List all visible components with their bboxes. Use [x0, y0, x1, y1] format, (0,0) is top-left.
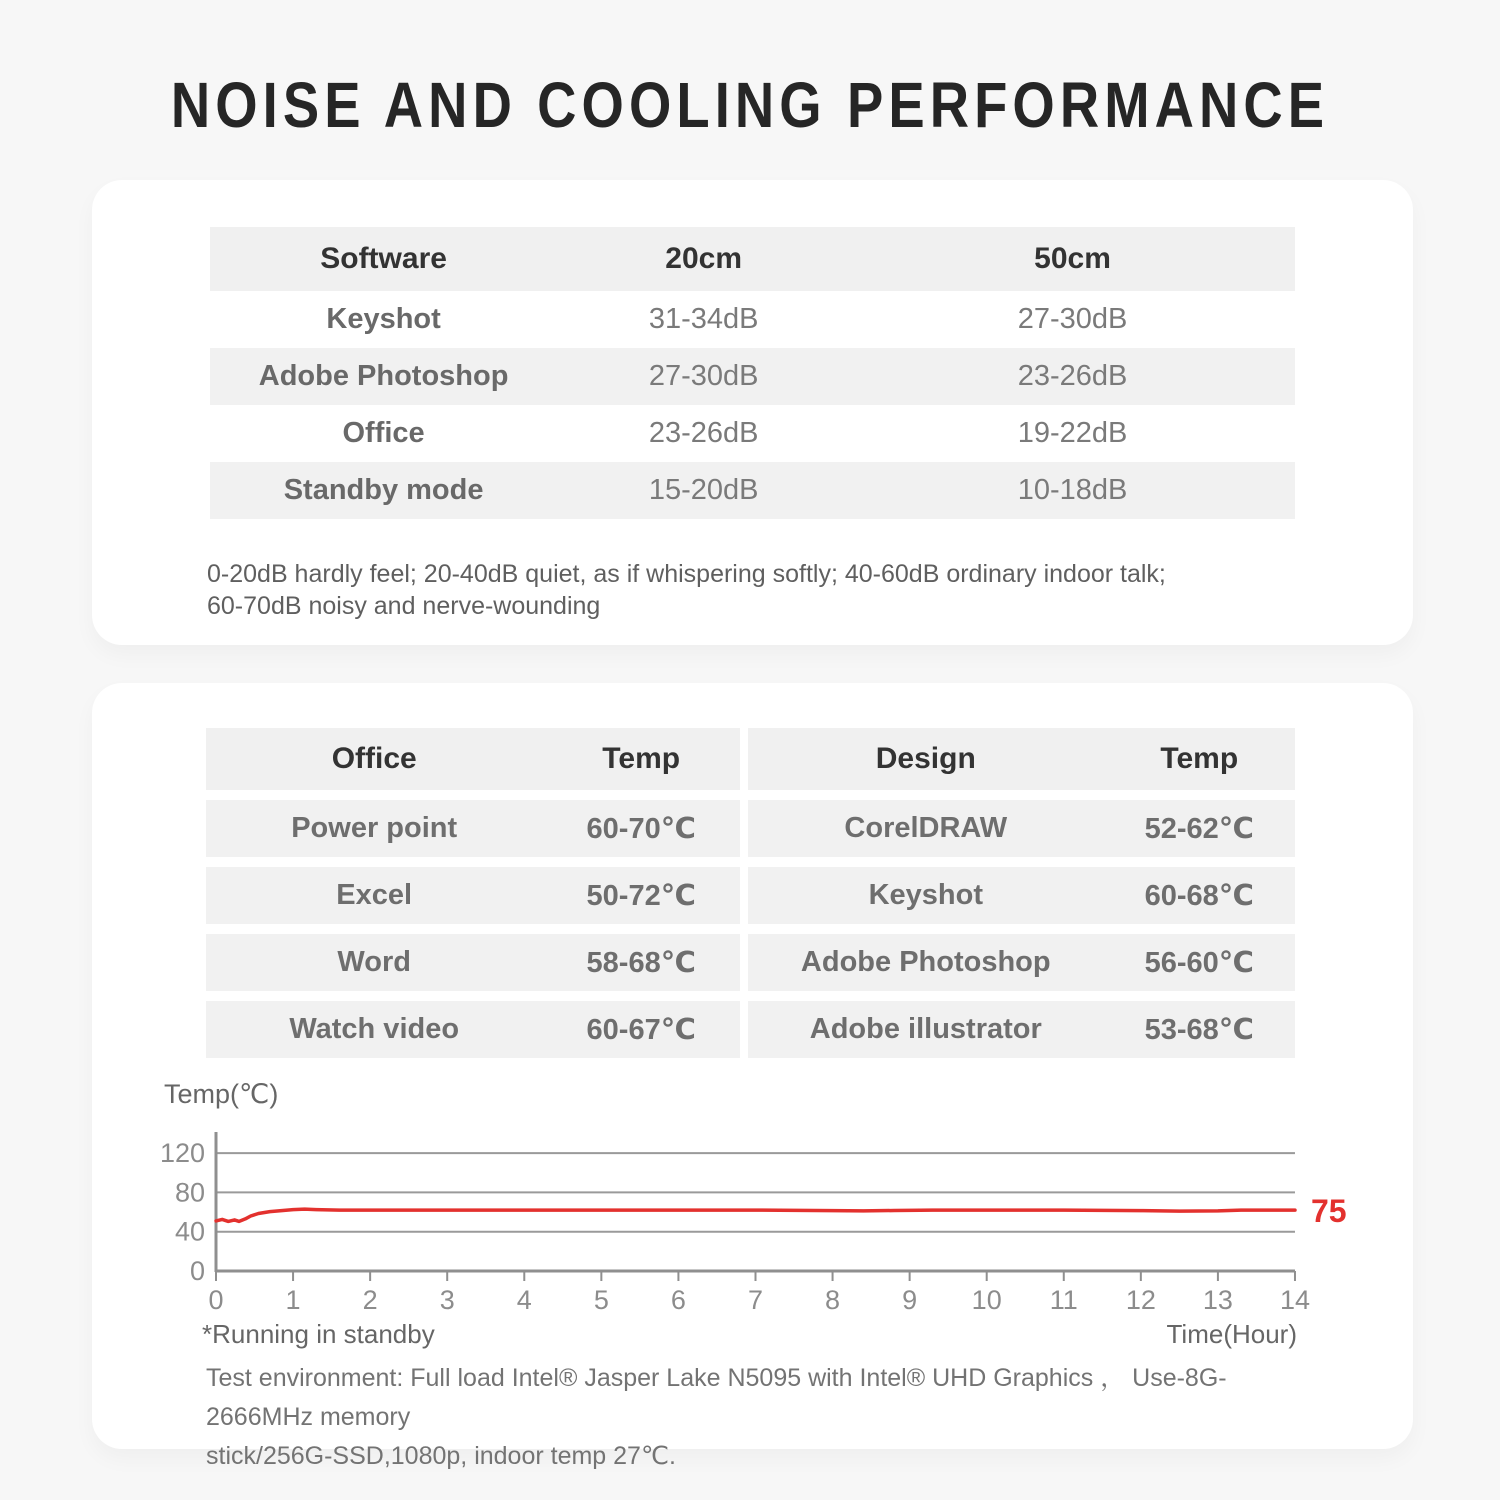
- column-header: Design: [875, 742, 976, 775]
- test-environment-line: Test environment: Full load Intel® Jasper Lake N5095 with Intel® UHD Graphics ， Use-8G-2666MHz memory: [206, 1364, 1227, 1431]
- x-tick-label: 1: [285, 1285, 301, 1315]
- table-row: [206, 800, 740, 857]
- x-tick-label: 13: [1202, 1285, 1233, 1315]
- table-row: [748, 934, 1295, 991]
- table-cell: Adobe illustrator: [809, 1013, 1042, 1045]
- table-cell: 31-34dB: [648, 303, 759, 335]
- table-cell: 23-26dB: [648, 417, 759, 449]
- x-tick-label: 4: [516, 1285, 532, 1315]
- x-tick-label: 2: [362, 1285, 378, 1315]
- table-cell: Watch video: [289, 1013, 460, 1045]
- x-tick-label: 3: [439, 1285, 455, 1315]
- table-cell: Keyshot: [868, 879, 983, 911]
- table-row: [210, 348, 1295, 405]
- x-tick-label: 14: [1279, 1285, 1311, 1315]
- table-cell: Office: [342, 417, 425, 449]
- chart-x-axis-title: Time(Hour): [1166, 1319, 1297, 1349]
- table-cell: Keyshot: [326, 303, 441, 335]
- x-tick-label: 7: [747, 1285, 764, 1315]
- x-tick-label: 8: [825, 1285, 841, 1315]
- table-cell: Power point: [291, 812, 458, 844]
- office-temp-table: [206, 728, 740, 1068]
- x-tick-label: 11: [1049, 1285, 1078, 1315]
- x-tick-label: 6: [670, 1285, 686, 1315]
- test-environment-note: [206, 1359, 1331, 1476]
- page-title: NOISE AND COOLING PERFORMANCE: [170, 69, 1330, 141]
- noise-table: [210, 227, 1295, 519]
- column-header: 50cm: [1034, 242, 1111, 275]
- x-tick-label: 10: [971, 1285, 1002, 1315]
- table-cell: Adobe Photoshop: [800, 946, 1051, 978]
- table-row: [210, 405, 1295, 462]
- table-cell: 27-30dB: [648, 360, 759, 392]
- table-cell: 52-62℃: [1144, 813, 1254, 845]
- chart-footnote: *Running in standby: [202, 1319, 435, 1349]
- noise-card: [92, 180, 1413, 645]
- table-cell: 53-68℃: [1144, 1014, 1254, 1046]
- table-row: [210, 462, 1295, 519]
- design-temp-table: [748, 728, 1295, 1068]
- column-header: Temp: [602, 742, 681, 775]
- table-cell: 60-67℃: [586, 1014, 696, 1046]
- column-header: Temp: [1160, 742, 1239, 775]
- table-cell: 27-30dB: [1017, 303, 1128, 335]
- x-tick-label: 9: [902, 1285, 918, 1315]
- table-row: [206, 1001, 740, 1058]
- table-header-row: [210, 227, 1295, 291]
- table-header-row: [206, 728, 740, 790]
- table-cell: 15-20dB: [648, 474, 759, 506]
- temperature-line: [216, 1209, 1295, 1221]
- end-value-label: 75: [1310, 1193, 1347, 1230]
- table-row: [206, 934, 740, 991]
- x-tick-label: 0: [208, 1285, 224, 1315]
- table-cell: 60-68℃: [1144, 880, 1254, 912]
- column-header: Software: [320, 242, 447, 275]
- table-row: [210, 291, 1295, 348]
- chart-y-axis-title: Temp(℃): [164, 1079, 279, 1109]
- table-row: [206, 867, 740, 924]
- y-tick-label: 80: [174, 1177, 205, 1208]
- table-cell: Word: [337, 946, 411, 978]
- x-tick-label: 5: [593, 1285, 609, 1315]
- table-cell: 56-60℃: [1144, 947, 1254, 979]
- table-header-row: [748, 728, 1295, 790]
- noise-note-line: 60-70dB noisy and nerve-wounding: [207, 592, 601, 620]
- table-cell: Excel: [336, 879, 413, 911]
- test-environment-line: stick/256G-SSD,1080p, indoor temp 27℃.: [206, 1442, 676, 1470]
- table-row: [748, 867, 1295, 924]
- y-tick-label: 120: [159, 1138, 205, 1169]
- y-tick-label: 0: [189, 1256, 205, 1286]
- noise-note-line: 0-20dB hardly feel; 20-40dB quiet, as if whispering softly; 40-60dB ordinary indoor talk;: [207, 560, 1166, 588]
- column-header: 20cm: [665, 242, 743, 275]
- table-cell: 23-26dB: [1017, 360, 1128, 392]
- table-cell: CorelDRAW: [844, 812, 1008, 844]
- table-cell: Standby mode: [283, 474, 484, 506]
- table-cell: 50-72℃: [586, 880, 696, 912]
- table-cell: 10-18dB: [1017, 474, 1128, 506]
- x-tick-label: 12: [1125, 1285, 1156, 1315]
- column-header: Office: [331, 742, 417, 775]
- table-row: [748, 1001, 1295, 1058]
- y-tick-label: 40: [174, 1216, 205, 1247]
- cooling-card: [92, 683, 1413, 1470]
- table-cell: 60-70℃: [586, 813, 696, 845]
- noise-note: [207, 558, 1317, 622]
- table-row: [748, 800, 1295, 857]
- table-cell: Adobe Photoshop: [258, 360, 509, 392]
- table-cell: 58-68℃: [586, 947, 696, 979]
- table-cell: 19-22dB: [1017, 417, 1128, 449]
- temperature-line-chart: [159, 1130, 1389, 1316]
